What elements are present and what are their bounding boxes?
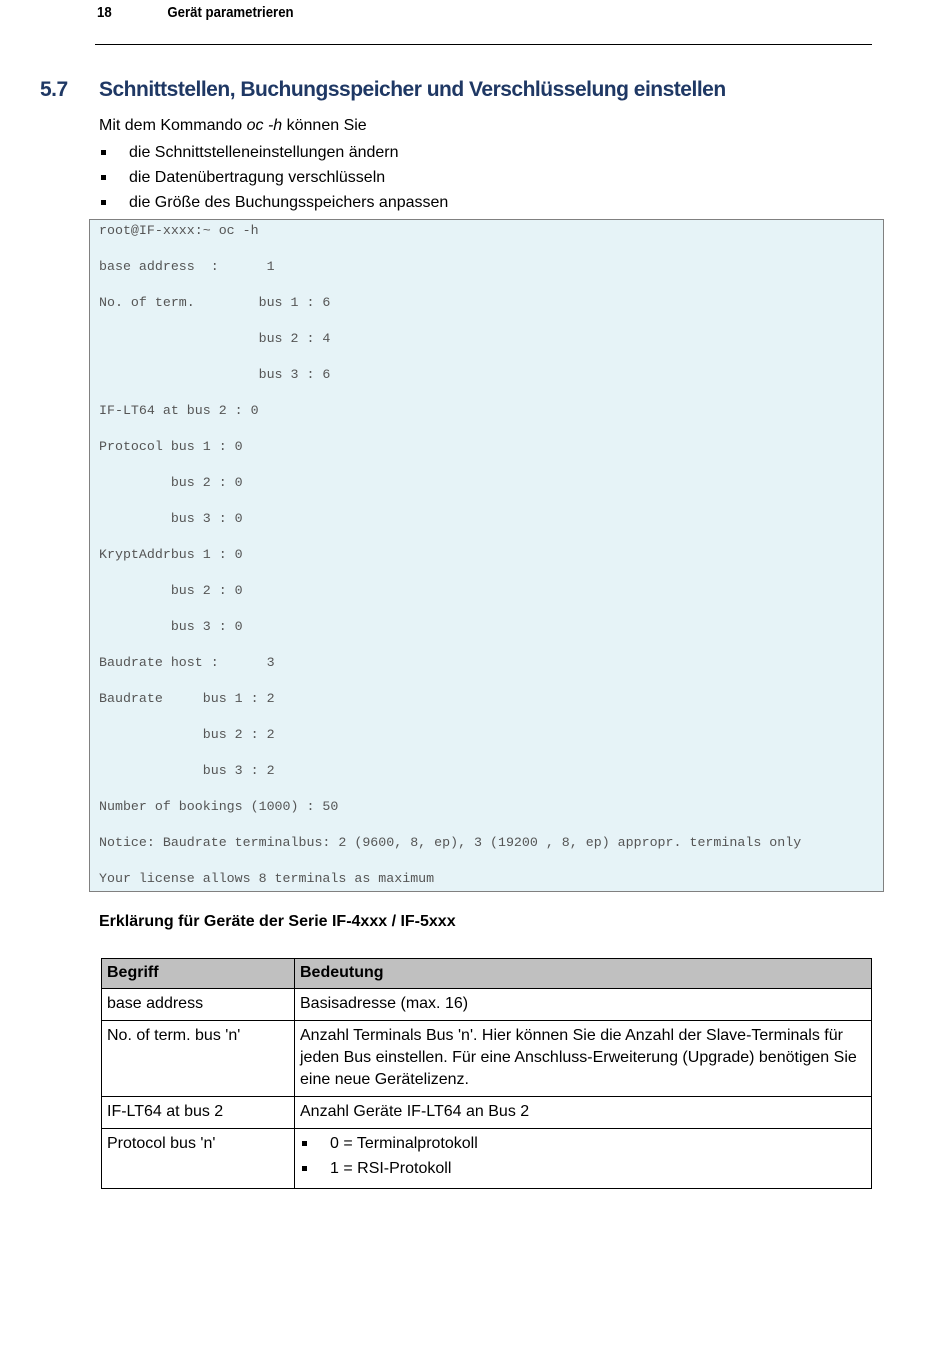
terminal-line: Number of bookings (1000) : 50: [99, 799, 339, 814]
term-cell: base address: [102, 989, 295, 1021]
page-number: 18: [97, 4, 112, 21]
terminal-line: bus 2 : 4: [99, 331, 331, 346]
bullet-square-icon: [101, 175, 106, 180]
bullet-square-icon: [302, 1141, 307, 1146]
term-cell: No. of term. bus 'n': [102, 1021, 295, 1097]
terminal-line: bus 2 : 2: [99, 727, 275, 742]
chapter-title: Gerät parametrieren: [167, 4, 294, 21]
terminal-line: bus 3 : 0: [99, 619, 243, 634]
list-item: 1 = RSI-Protokoll: [300, 1158, 866, 1183]
column-header-meaning: Bedeutung: [295, 959, 872, 989]
term-cell: Protocol bus 'n': [102, 1129, 295, 1189]
terminal-line: bus 2 : 0: [99, 583, 243, 598]
table-row: [102, 1097, 872, 1129]
intro-text: [99, 117, 367, 135]
terminal-line: KryptAddrbus 1 : 0: [99, 547, 243, 562]
terminal-line: bus 3 : 0: [99, 511, 243, 526]
list-item: 0 = Terminalprotokoll: [300, 1133, 866, 1158]
terminal-line: root@IF-xxxx:~ oc -h: [99, 223, 259, 238]
meaning-cell: [295, 1129, 872, 1189]
section-number: 5.7: [40, 78, 68, 101]
terminal-line: base address : 1: [99, 259, 275, 274]
section-title: Schnittstellen, Buchungsspeicher und Verschlüsselung einstellen: [99, 78, 726, 101]
page-header: [97, 4, 294, 21]
terminal-line: No. of term. bus 1 : 6: [99, 295, 331, 310]
terminal-line: bus 3 : 6: [99, 367, 331, 382]
terminal-line: bus 3 : 2: [99, 763, 275, 778]
table-row: [102, 1129, 872, 1189]
table-row: [102, 989, 872, 1021]
bullet-square-icon: [101, 150, 106, 155]
terminal-line: Baudrate host : 3: [99, 655, 275, 670]
terminal-line: bus 2 : 0: [99, 475, 243, 490]
meaning-cell: Basisadresse (max. 16): [295, 989, 872, 1021]
terminal-line: Protocol bus 1 : 0: [99, 439, 243, 454]
terminal-line: Baudrate bus 1 : 2: [99, 691, 275, 706]
feature-list: [99, 142, 448, 217]
table-header-row: [102, 959, 872, 989]
list-item: die Datenübertragung verschlüsseln: [99, 167, 448, 192]
explanation-heading: Erklärung für Geräte der Serie IF-4xxx / IF-5xxx: [99, 913, 456, 930]
protocol-list: [300, 1133, 866, 1183]
list-item: die Schnittstelleneinstellungen ändern: [99, 142, 448, 167]
bullet-square-icon: [101, 200, 106, 205]
intro-suffix: können Sie: [282, 117, 367, 134]
term-cell: IF-LT64 at bus 2: [102, 1097, 295, 1129]
column-header-term: Begriff: [102, 959, 295, 989]
header-rule: [95, 44, 872, 45]
glossary-table: [101, 958, 872, 1189]
terminal-line: IF-LT64 at bus 2 : 0: [99, 403, 259, 418]
meaning-cell: Anzahl Geräte IF-LT64 an Bus 2: [295, 1097, 872, 1129]
terminal-output: [89, 219, 884, 892]
terminal-line: Your license allows 8 terminals as maximum: [99, 871, 435, 886]
intro-command: oc -h: [246, 117, 283, 134]
bullet-square-icon: [302, 1166, 307, 1171]
list-item: die Größe des Buchungsspeichers anpassen: [99, 192, 448, 217]
terminal-line: Notice: Baudrate terminalbus: 2 (9600, 8, ep), 3 (19200 , 8, ep) appropr. terminals only: [99, 835, 802, 850]
intro-prefix: Mit dem Kommando: [99, 117, 247, 134]
table-row: [102, 1021, 872, 1097]
meaning-cell: Anzahl Terminals Bus 'n'. Hier können Sie die Anzahl der Slave-Terminals für jeden Bus einstellen. Für eine Anschluss-Erweiterung (Upgrade) benötigen Sie eine neue Gerätelizenz.: [295, 1021, 872, 1097]
